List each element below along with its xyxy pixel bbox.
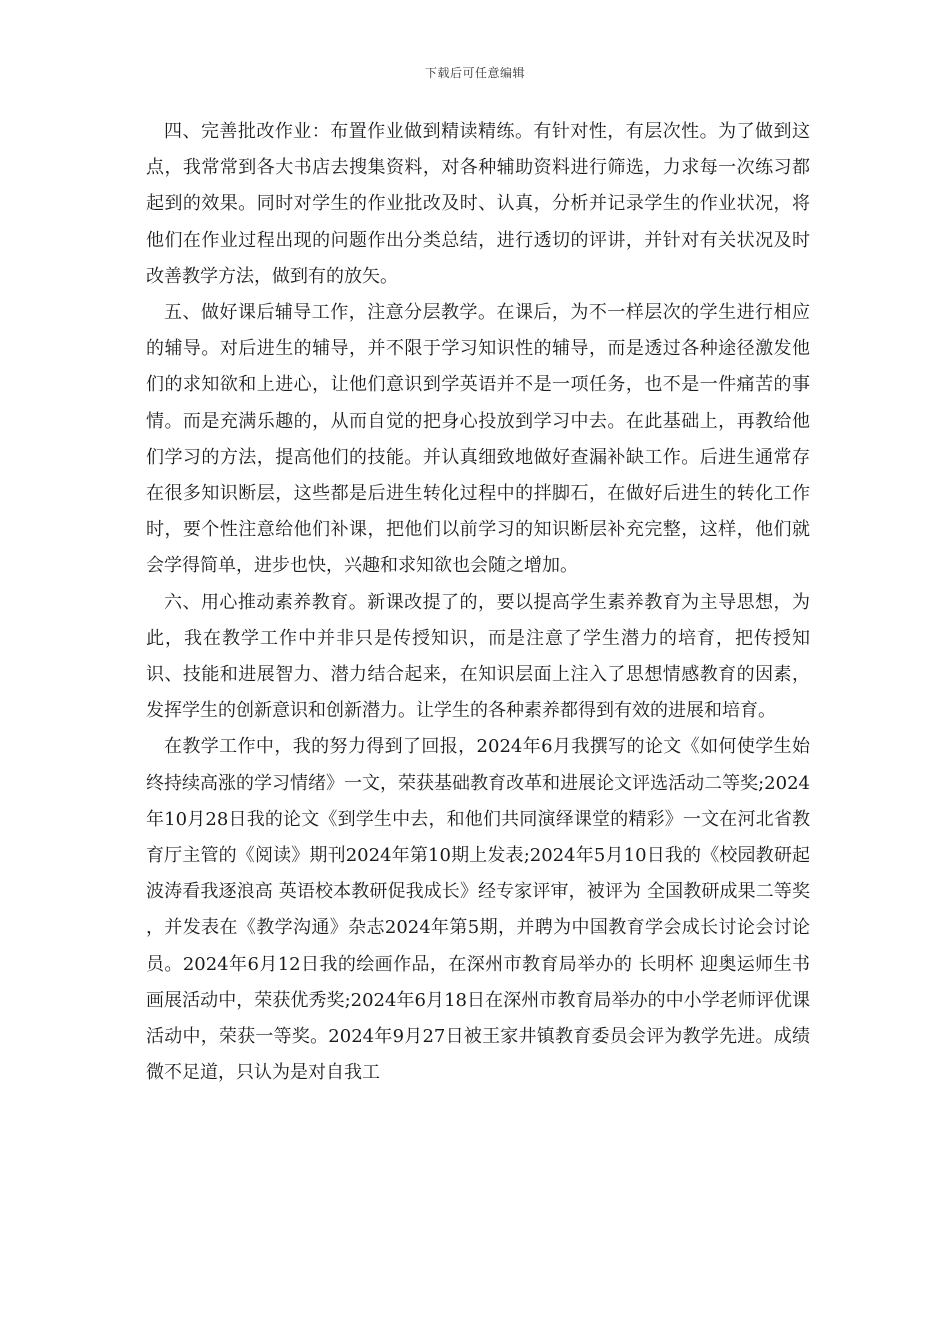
paragraph-achievements: 在教学工作中，我的努力得到了回报，2024年6月我撰写的论文《如何使学生始终持续高涨的学习情绪》一文，荣获基础教育改革和进展论文评选活动二等奖;2024年10月28日我的论文《到学生中去，和他们共同演绎课堂的精彩》一文在河北省教育厅主管的《阅读》期刊2024年第10期上发表;2024年5月10日我的《校园教研起波涛看我逐浪高 英语校本教研促我成长》经专家评审，被评为 全国教研成果二等奖 ，并发表在《教学沟通》杂志2024年第5期，并聘为中国教育学会成长讨论会讨论员。2024年6月12日我的绘画作品，在深州市教育局举办的 长明杯 迎奥运师生书画展活动中，荣获优秀奖;2024年6月18日在深州市教育局举办的中小学老师评优课活动中，荣获一等奖。2024年9月27日被王家井镇教育委员会评为教学先进。成绩微不足道，只认为是对自我工 bbox=[146, 736, 810, 1084]
paragraph-homework: 四、完善批改作业：布置作业做到精读精练。有针对性，有层次性。为了做到这点，我常常到各大书店去搜集资料，对各种辅助资料进行筛选，力求每一次练习都起到的效果。同时对学生的作业批改及时、认真，分析并记录学生的作业状况，将他们在作业过程出现的问题作出分类总结，进行透切的评讲，并针对有关状况及时改善教学方法，做到有的放矢。 bbox=[146, 121, 810, 287]
paragraph-tutoring: 五、做好课后辅导工作，注意分层教学。在课后，为不一样层次的学生进行相应的辅导。对后进生的辅导，并不限于学习知识性的辅导，而是透过各种途径激发他们的求知欲和上进心，让他们意识到学英语并不是一项任务，也不是一件痛苦的事情。而是充满乐趣的，从而自觉的把身心投放到学习中去。在此基础上，再教给他们学习的方法，提高他们的技能。并认真细致地做好查漏补缺工作。后进生通常存在很多知识断层，这些都是后进生转化过程中的拌脚石，在做好后进生的转化工作时，要个性注意给他们补课，把他们以前学习的知识断层补充完整，这样，他们就会学得简单，进步也快，兴趣和求知欲也会随之增加。 bbox=[146, 302, 810, 577]
document-body bbox=[146, 114, 810, 1091]
paragraph-quality-education: 六、用心推动素养教育。新课改提了的，要以提高学生素养教育为主导思想，为此，我在教学工作中并非只是传授知识，而是注意了学生潜力的培育，把传授知识、技能和进展智力、潜力结合起来，在知识层面上注入了思想情感教育的因素，发挥学生的创新意识和创新潜力。让学生的各种素养都得到有效的进展和培育。 bbox=[146, 591, 810, 722]
page-header: 下载后可任意编辑 bbox=[424, 66, 525, 80]
